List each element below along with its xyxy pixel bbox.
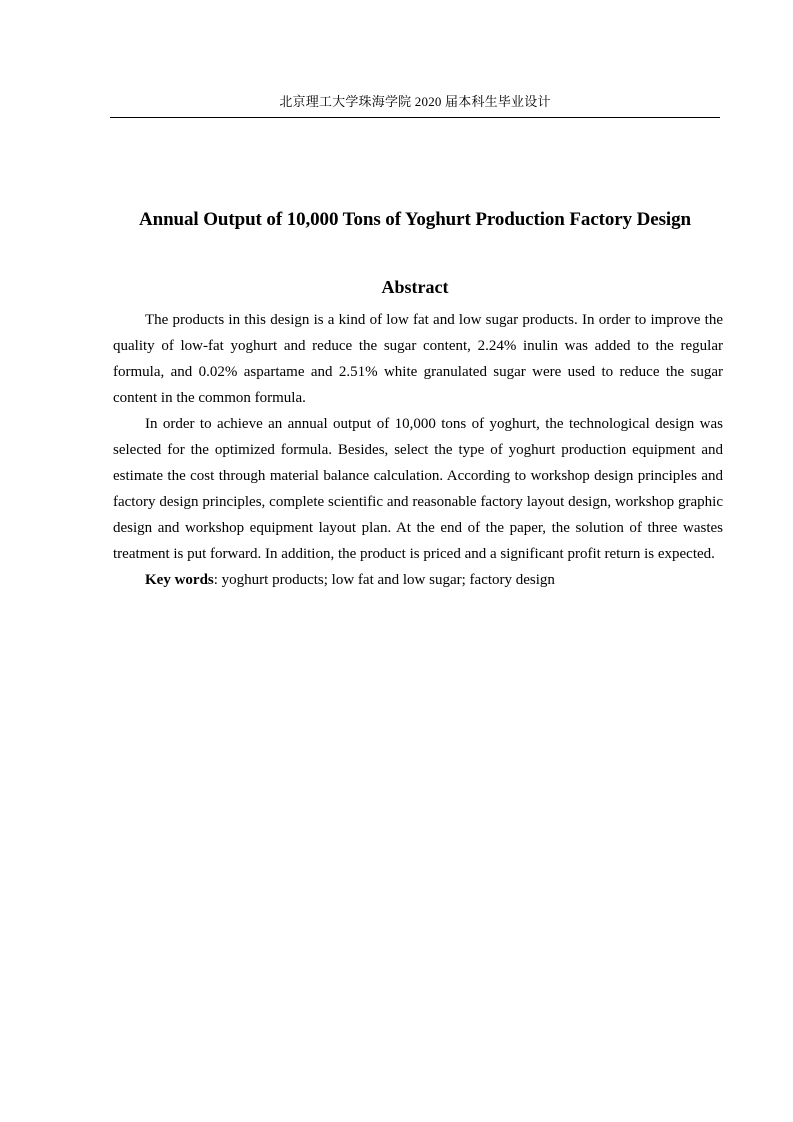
abstract-paragraph-1: The products in this design is a kind of low fat and low sugar products. In order to improve the quality of low-fat yoghurt and reduce the sugar content, 2.24% inulin was added to the regular formula, and 0.02% aspartame and 2.51% white granulated sugar were used to reduce the sugar content in the common formula. [113,312,723,406]
abstract-body [113,307,723,593]
keywords-separator: : [213,572,222,588]
abstract-paragraph-2: In order to achieve an annual output of 10,000 tons of yoghurt, the technological design was selected for the optimized formula. Besides, select the type of yoghurt production equipment and estimate the cost through material balance calculation. According to workshop design principles and factory design principles, complete scientific and reasonable factory layout design, workshop graphic design and workshop equipment layout plan. At the end of the paper, the solution of three wastes treatment is put forward. In addition, the product is priced and a significant profit return is expected. [113,416,723,562]
keywords-label: Key words [145,572,214,588]
header-rule [110,117,720,118]
keywords-line [113,567,723,593]
paper-title: Annual Output of 10,000 Tons of Yoghurt Production Factory Design [139,209,691,230]
running-header: 北京理工大学珠海学院 2020 届本科生毕业设计 [279,94,551,109]
keywords-text: yoghurt products; low fat and low sugar; factory design [221,572,555,588]
abstract-heading: Abstract [381,277,449,297]
